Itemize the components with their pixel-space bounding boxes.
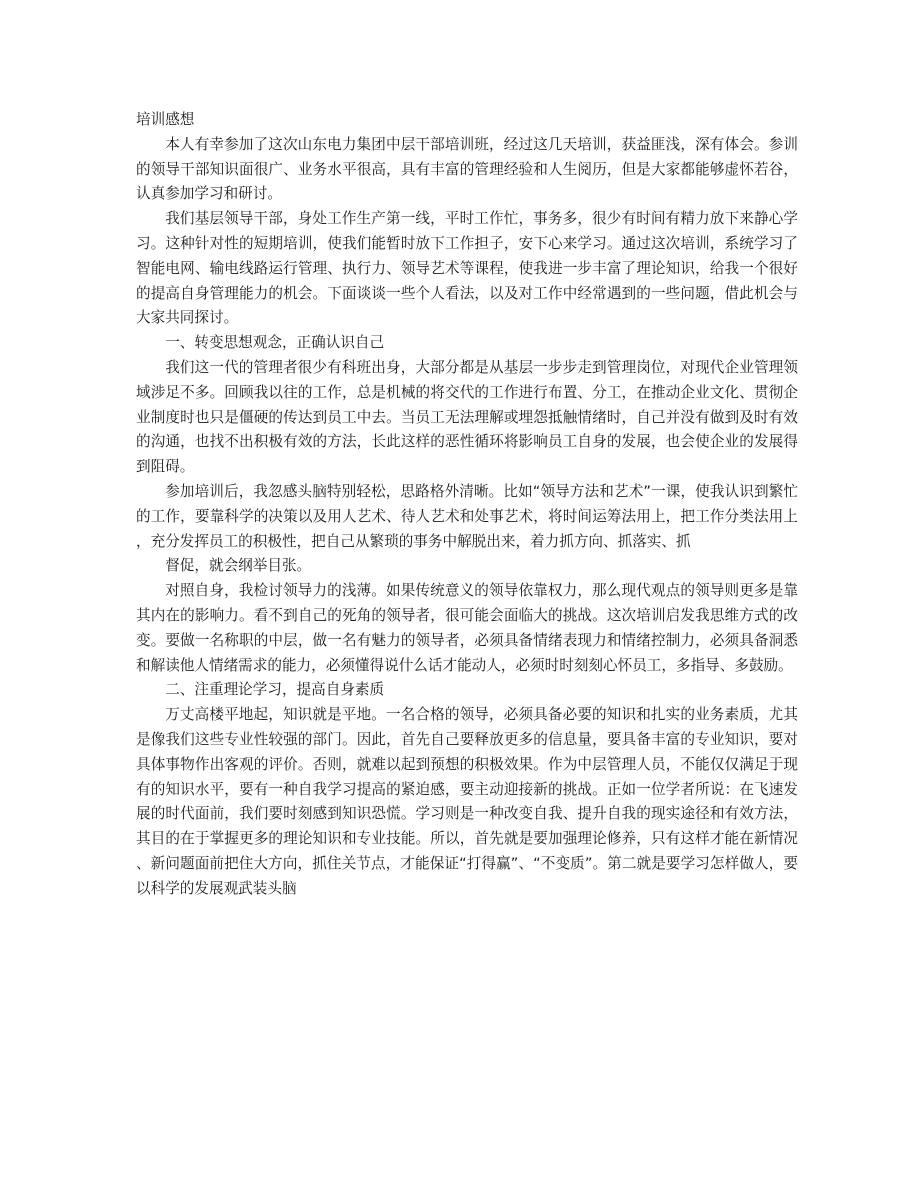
section-heading: 二、注重理论学习，提高自身素质: [165, 681, 385, 699]
paragraph: 我们基层领导干部，身处工作生产第一线，平时工作忙，事务多，很少有时间有精力放下来静心学习。这种针对性的短期培训，使我们能暂时放下工作担子，安下心来学习。通过这次培训，系统学习了智能电网、输电线路运行管理、执行力、领导艺术等课程，使我进一步丰富了理论知识，给我一个很好的提高自身管理能力的机会。下面谈谈一些个人看法，以及对工作中经常遇到的一些问题，借此机会与大家共同探讨。: [136, 210, 798, 327]
section-heading: 一、转变思想观念，正确认识自己: [165, 334, 385, 352]
paragraph: 参加培训后，我忽感头脑特别轻松，思路格外清晰。比如“领导方法和艺术”一课，使我认识到繁忙的工作，要靠科学的决策以及用人艺术、待人艺术和处事艺术，将时间运筹法用上，把工作分类法用上，充分发挥员工的积极性，把自己从繁琐的事务中解脱出来，着力抓方向、抓落实、抓: [136, 482, 798, 550]
paragraph: 本人有幸参加了这次山东电力集团中层干部培训班，经过这几天培训，获益匪浅，深有体会。参训的领导干部知识面很广、业务水平很高，具有丰富的管理经验和人生阅历，但是大家都能够虚怀若谷，认真参加学习和研讨。: [136, 135, 798, 203]
paragraph: 督促，就会纲举目张。: [165, 557, 312, 575]
document-title: 培训感想: [136, 111, 195, 128]
paragraph: 万丈高楼平地起，知识就是平地。一名合格的领导，必须具备必要的知识和扎实的业务素质，尤其是像我们这些专业性较强的部门。因此，首先自己要释放更多的信息量，要具备丰富的专业知识，要对具体事物作出客观的评价。否则，就难以起到预想的积极效果。作为中层管理人员，不能仅仅满足于现有的知识水平，要有一种自我学习提高的紧迫感，要主动迎接新的挑战。正如一位学者所说：在飞速发展的时代面前，我们要时刻感到知识恐慌。学习则是一种改变自我、提升自我的现实途径和有效方法，其目的在于掌握更多的理论知识和专业技能。所以，首先就是要加强理论修养，只有这样才能在新情况、新问题面前把住大方向，抓住关节点，才能保证“打得赢”、“不变质”。第二就是要学习怎样做人，要以科学的发展观武装头脑: [136, 706, 798, 897]
paragraph: 我们这一代的管理者很少有科班出身，大部分都是从基层一步步走到管理岗位，对现代企业管理领域涉足不多。回顾我以往的工作，总是机械的将交代的工作进行布置、分工，在推动企业文化、贯彻企业制度时也只是僵硬的传达到员工中去。当员工无法理解或埋怨抵触情绪时，自己并没有做到及时有效的沟通，也找不出积极有效的方法，长此这样的恶性循环将影响员工自身的发展，也会使企业的发展得到阻碍。: [136, 358, 798, 476]
paragraph: 对照自身，我检讨领导力的浅薄。如果传统意义的领导依靠权力，那么现代观点的领导则更多是靠其内在的影响力。看不到自己的死角的领导者，很可能会面临大的挑战。这次培训启发我思维方式的改变。要做一名称职的中层，做一名有魅力的领导者，必须具备情绪表现力和情绪控制力，必须具备洞悉和解读他人情绪需求的能力，必须懂得说什么话才能动人，必须时时刻刻心怀员工，多指导、多鼓励。: [136, 582, 798, 674]
document-body: [136, 108, 798, 902]
